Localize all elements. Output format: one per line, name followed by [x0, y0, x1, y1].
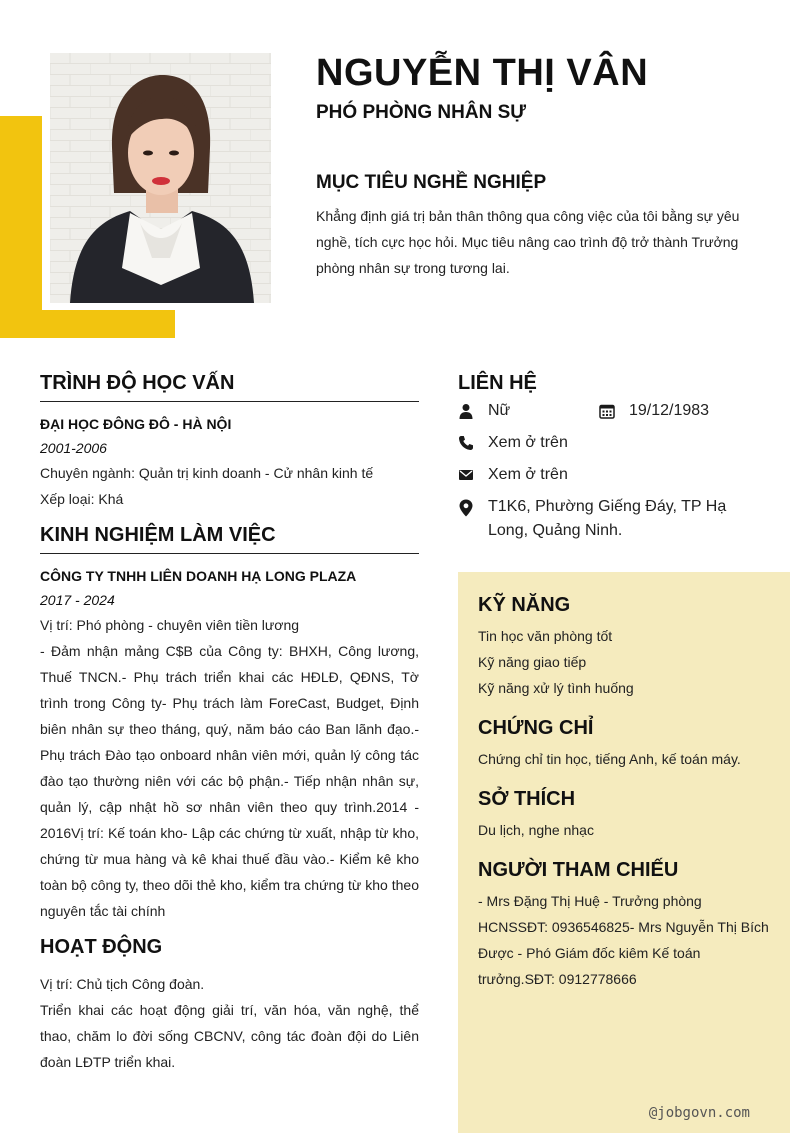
contact-row-phone: [458, 431, 758, 463]
references-text: - Mrs Đặng Thị Huệ - Trưởng phòng HCNSSĐT: 0936546825- Mrs Nguyễn Thị Bích Được - Phó Giám đốc kiêm Kế toán trưởng.SĐT: 0912778666: [478, 893, 769, 987]
phone-value: Xem ở trên: [488, 434, 568, 451]
phone-icon: [458, 435, 474, 451]
accent-bar-vertical: [0, 116, 42, 338]
experience-position: Vị trí: Phó phòng - chuyên viên tiền lương: [40, 617, 300, 633]
contact-section: [458, 372, 758, 543]
education-school: ĐẠI HỌC ĐÔNG ĐÔ - HÀ NỘI: [40, 416, 232, 432]
candidate-name: NGUYỄN THỊ VÂN: [316, 52, 649, 94]
experience-description: - Đảm nhận mảng C$B của Công ty: BHXH, Công lương, Thuế TNCN.- Phụ trách triển khai các HĐLĐ, QĐNS, Tờ trình trong Công ty- Phụ trách làm ForeCast, Budget, Định biên nhân sự theo tháng, quý, năm báo cáo Ban lãnh đạo.- Phụ trách Đào tạo onboard nhân viên mới, quản lý công tác đào tạo thường niên với các bộ phận.- Tiếp nhận nhân sự, quản lý, cập nhật hồ sơ nhân viên theo quy trình.2014 - 2016Vị trí: Kế toán kho- Lập các chứng từ xuất, nhập từ kho, chứng từ mua hàng và kê khai thuế đầu vào.- Kiểm kê kho toàn bộ công ty, theo dõi thẻ kho, kiểm tra chứng từ kho theo nguyên tắc tài chính: [40, 643, 419, 919]
address-value: T1K6, Phường Giếng Đáy, TP Hạ Long, Quảng Ninh.: [488, 498, 727, 539]
activities-heading: HOẠT ĐỘNG: [40, 936, 163, 958]
education-major: Chuyên ngành: Quản trị kinh doanh - Cử nhân kinh tế: [40, 465, 374, 481]
left-column: [40, 372, 419, 1075]
references-heading: NGƯỜI THAM CHIẾU: [478, 859, 679, 881]
objective-heading: MỤC TIÊU NGHỀ NGHIỆP: [316, 172, 547, 193]
experience-period: 2017 - 2024: [40, 592, 115, 608]
experience-company: CÔNG TY TNHH LIÊN DOANH HẠ LONG PLAZA: [40, 568, 357, 584]
contact-row-gender-birthdate: [458, 399, 758, 431]
accent-bar-horizontal: [0, 310, 175, 338]
watermark: @jobgovn.com: [648, 1105, 750, 1121]
skill-item: Kỹ năng xử lý tình huống: [478, 680, 634, 696]
hobbies-heading: SỞ THÍCH: [478, 788, 576, 810]
contact-row-email: [458, 463, 758, 495]
email-value: Xem ở trên: [488, 466, 568, 483]
certificates-heading: CHỨNG CHỈ: [478, 717, 594, 739]
person-icon: [458, 403, 474, 419]
education-period: 2001-2006: [40, 440, 107, 456]
location-pin-icon: [458, 499, 474, 517]
calendar-icon: [599, 403, 615, 419]
gender-value: Nữ: [488, 402, 511, 419]
skill-item: Kỹ năng giao tiếp: [478, 654, 587, 670]
skill-item: Tin học văn phòng tốt: [478, 628, 613, 644]
activities-description: Triển khai các hoạt động giải trí, văn hóa, văn nghệ, thể thao, chăm lo đời sống CBCNV, công tác đoàn đội do Liên đoàn LĐTP triển khai.: [40, 1002, 419, 1070]
contact-heading: LIÊN HỆ: [458, 372, 537, 394]
contact-row-address: [458, 495, 758, 543]
objective-text: Khẳng định giá trị bản thân thông qua công việc của tôi bằng sự yêu nghề, tích cực học hỏi. Mục tiêu nâng cao trình độ trở thành Trưởng phòng nhân sự trong tương lai.: [316, 208, 740, 276]
profile-photo: [50, 53, 271, 303]
hobbies-text: Du lịch, nghe nhạc: [478, 822, 594, 838]
skills-heading: KỸ NĂNG: [478, 594, 571, 616]
birthdate-value: 19/12/1983: [629, 402, 710, 419]
education-heading: TRÌNH ĐỘ HỌC VẤN: [40, 372, 419, 402]
experience-heading: KINH NGHIỆM LÀM VIỆC: [40, 524, 419, 554]
email-icon: [458, 467, 474, 483]
certificates-text: Chứng chỉ tin học, tiếng Anh, kế toán máy.: [478, 751, 741, 767]
job-title: PHÓ PHÒNG NHÂN SỰ: [316, 102, 527, 123]
education-grade: Xếp loại: Khá: [40, 491, 124, 507]
side-panel: [458, 572, 790, 1133]
activities-position: Vị trí: Chủ tịch Công đoàn.: [40, 976, 205, 992]
